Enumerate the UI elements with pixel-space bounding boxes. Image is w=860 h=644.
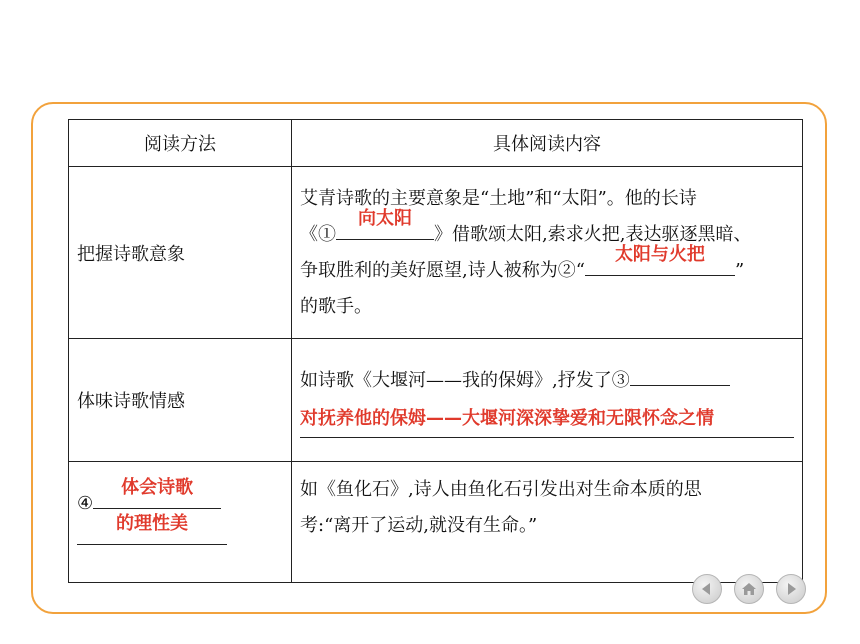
table-row — [69, 462, 803, 583]
answer-text: 向太阳 — [358, 207, 412, 229]
table-header-row — [69, 120, 803, 167]
answer-blank-4b — [77, 513, 227, 545]
content-line: 艾青诗歌的主要意象是“土地”和“太阳”。他的长诗 — [300, 187, 697, 209]
content-line: 如《鱼化石》,诗人由鱼化石引发出对生命本质的思 — [300, 479, 702, 500]
answer-blank-2 — [585, 243, 735, 276]
content-line — [300, 243, 794, 289]
content-cell — [292, 462, 803, 583]
method-cell — [69, 462, 292, 583]
content-line: 考:“离开了运动,就没有生命。” — [300, 515, 538, 536]
forward-icon — [782, 580, 800, 598]
text-fragment: 如诗歌《大堰河——我的保姆》,抒发了③ — [300, 369, 630, 391]
method-cell — [69, 167, 292, 339]
answer-line-3 — [300, 401, 794, 438]
back-icon — [698, 580, 716, 598]
text-fragment: 》借歌颂太阳,索求火把,表达驱逐黑暗、 — [434, 223, 752, 245]
forward-button[interactable] — [776, 574, 806, 604]
text-fragment: ” — [734, 259, 745, 281]
content-cell — [292, 167, 803, 339]
back-button[interactable] — [692, 574, 722, 604]
answer-text: 的理性美 — [116, 513, 188, 534]
answer-blank-3 — [630, 363, 730, 386]
header-content: 具体阅读内容 — [292, 120, 803, 167]
content-cell — [292, 339, 803, 462]
content-line: 的歌手。 — [300, 295, 372, 317]
method-label: 体味诗歌情感 — [77, 391, 185, 412]
answer-text: 对抚养他的保姆——大堰河深深挚爱和无限怀念之情 — [300, 407, 714, 429]
header-method: 阅读方法 — [69, 120, 292, 167]
method-cell — [69, 339, 292, 462]
table-row — [69, 167, 803, 339]
method-line — [77, 513, 283, 558]
text-fragment: 争取胜利的美好愿望,诗人被称为②“ — [300, 259, 585, 281]
text-fragment: 《① — [300, 223, 336, 245]
content-line — [300, 363, 794, 399]
table-row — [69, 339, 803, 462]
answer-text: 太阳与火把 — [614, 243, 705, 265]
home-icon — [740, 580, 758, 598]
item-number: ④ — [77, 493, 94, 514]
home-button[interactable] — [734, 574, 764, 604]
method-label: 把握诗歌意象 — [77, 243, 185, 265]
answer-blank-1 — [336, 207, 434, 240]
answer-text: 体会诗歌 — [121, 477, 194, 498]
reading-method-table — [68, 119, 803, 583]
